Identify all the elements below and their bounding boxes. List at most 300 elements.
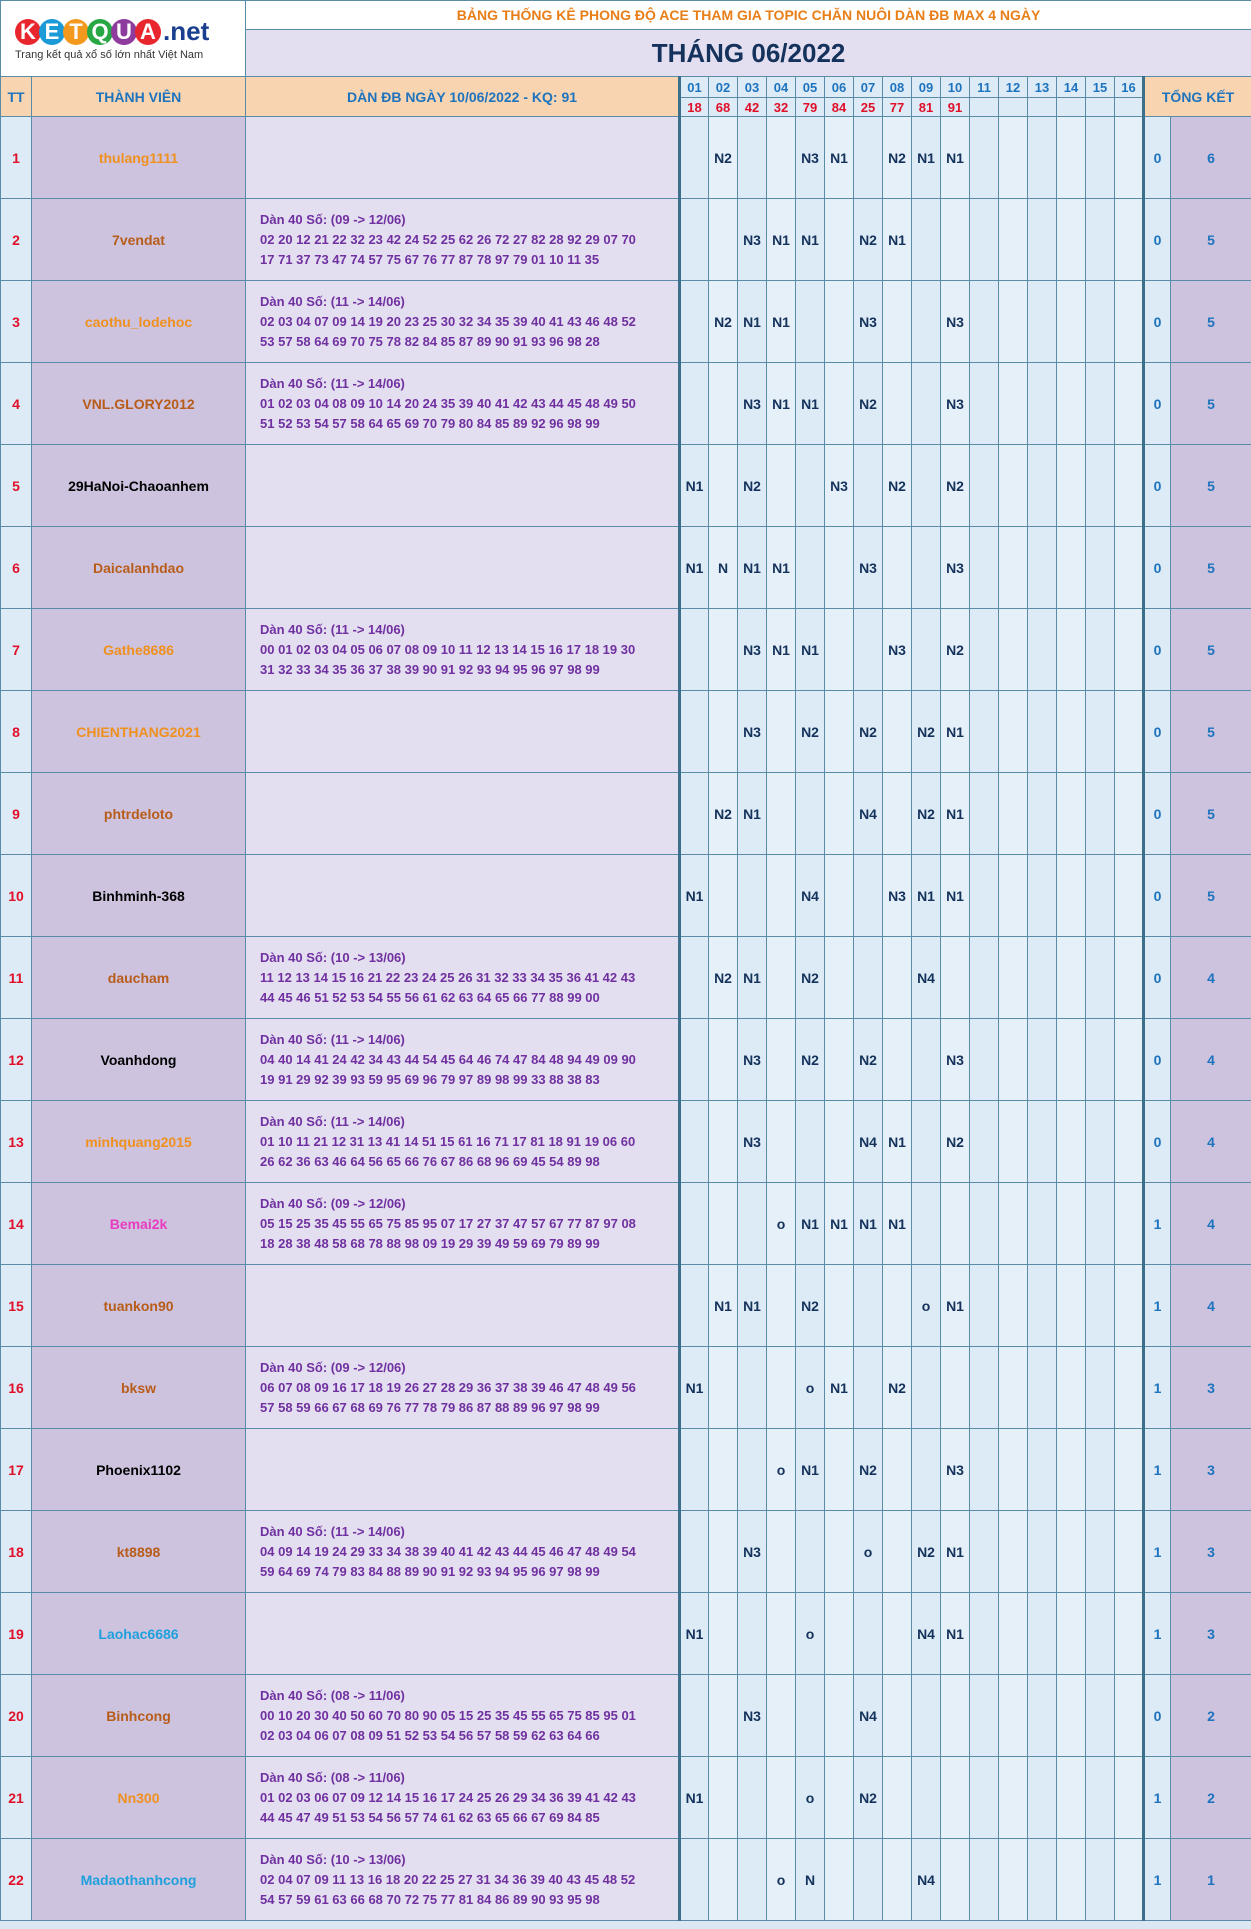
- day-mark: N1: [738, 527, 767, 609]
- day-mark: [1057, 527, 1086, 609]
- day-mark: [883, 363, 912, 445]
- day-mark: [999, 1511, 1028, 1593]
- dan-line2: 17 71 37 73 47 74 57 75 67 76 77 87 78 97 79 01 10 11 35: [260, 251, 600, 267]
- day-mark: N1: [680, 855, 709, 937]
- day-mark: [970, 855, 999, 937]
- summary-count-a: 1: [1144, 1511, 1171, 1593]
- day-mark: [709, 1101, 738, 1183]
- dan-line2: 02 03 04 06 07 08 09 51 52 53 54 56 57 58 59 62 63 64 66: [260, 1727, 600, 1743]
- member-name[interactable]: bksw: [32, 1347, 246, 1429]
- day-mark: [738, 1429, 767, 1511]
- day-mark: [767, 445, 796, 527]
- day-mark: [883, 773, 912, 855]
- day-mark: [1086, 691, 1115, 773]
- dan-cell: [246, 1101, 680, 1183]
- day-mark: [1057, 117, 1086, 199]
- day-mark: [1115, 1347, 1144, 1429]
- summary-count-a: 1: [1144, 1265, 1171, 1347]
- day-mark: N1: [796, 199, 825, 281]
- summary-count-b: 2: [1171, 1757, 1251, 1839]
- summary-count-b: 5: [1171, 527, 1251, 609]
- day-mark: [999, 1019, 1028, 1101]
- dan-line2: 44 45 47 49 51 53 54 56 57 74 61 62 63 65 66 67 69 84 85: [260, 1809, 600, 1825]
- day-mark: [796, 281, 825, 363]
- day-mark: [1057, 609, 1086, 691]
- summary-count-a: 1: [1144, 1347, 1171, 1429]
- month-title: THÁNG 06/2022: [246, 30, 1251, 77]
- day-mark: N1: [680, 445, 709, 527]
- dan-title: Dàn 40 Số: (11 -> 14/06): [260, 621, 405, 637]
- dan-cell: [246, 1429, 680, 1511]
- summary-count-a: 0: [1144, 609, 1171, 691]
- day-mark: N1: [883, 1101, 912, 1183]
- day-mark: N3: [738, 1675, 767, 1757]
- day-mark: [1115, 1757, 1144, 1839]
- day-mark: [1057, 1183, 1086, 1265]
- day-mark: [738, 1593, 767, 1675]
- logo-slogan: Trang kết quả xổ số lớn nhất Việt Nam: [15, 49, 204, 61]
- day-mark: [1115, 1511, 1144, 1593]
- day-mark: o: [912, 1265, 941, 1347]
- header-summary: TỔNG KẾT: [1144, 77, 1251, 117]
- day-mark: [883, 1265, 912, 1347]
- day-mark: [767, 1675, 796, 1757]
- day-mark: o: [767, 1183, 796, 1265]
- day-mark: [1115, 445, 1144, 527]
- member-name[interactable]: kt8898: [32, 1511, 246, 1593]
- day-mark: N3: [941, 1429, 970, 1511]
- day-mark: [825, 281, 854, 363]
- day-mark: [1028, 1757, 1057, 1839]
- day-mark: N3: [738, 1101, 767, 1183]
- day-mark: [970, 1757, 999, 1839]
- day-mark: N3: [941, 527, 970, 609]
- day-mark: [854, 117, 883, 199]
- day-mark: N: [709, 527, 738, 609]
- summary-count-b: 3: [1171, 1347, 1251, 1429]
- day-mark: [1057, 937, 1086, 1019]
- day-mark: [999, 1347, 1028, 1429]
- day-mark: [1115, 1265, 1144, 1347]
- day-mark: N1: [796, 1183, 825, 1265]
- dan-line1: 05 15 25 35 45 55 65 75 85 95 07 17 27 37 47 57 67 77 87 97 08: [260, 1215, 636, 1231]
- day-mark: [941, 1183, 970, 1265]
- day-mark: [709, 1593, 738, 1675]
- day-mark: N1: [767, 281, 796, 363]
- summary-count-b: 5: [1171, 691, 1251, 773]
- day-mark: N1: [738, 1265, 767, 1347]
- summary-count-a: 0: [1144, 855, 1171, 937]
- day-mark: N4: [854, 1101, 883, 1183]
- day-mark: [970, 445, 999, 527]
- summary-count-a: 0: [1144, 1019, 1171, 1101]
- table-row: [1, 1839, 1251, 1921]
- summary-count-a: 0: [1144, 1101, 1171, 1183]
- day-mark: [680, 1511, 709, 1593]
- day-mark: [1057, 691, 1086, 773]
- dan-line2: 51 52 53 54 57 58 64 65 69 70 79 80 84 85 89 92 96 98 99: [260, 415, 600, 431]
- summary-count-b: 5: [1171, 773, 1251, 855]
- day-mark: [767, 1757, 796, 1839]
- day-mark: N2: [854, 1429, 883, 1511]
- day-mark: [970, 1265, 999, 1347]
- summary-count-b: 2: [1171, 1675, 1251, 1757]
- day-mark: [825, 855, 854, 937]
- table-row: [1, 527, 1251, 609]
- row-index: 1: [1, 117, 32, 199]
- day-mark: [709, 363, 738, 445]
- dan-cell: [246, 1183, 680, 1265]
- summary-count-a: 1: [1144, 1839, 1171, 1921]
- member-name[interactable]: daucham: [32, 937, 246, 1019]
- day-mark: [680, 117, 709, 199]
- day-mark: [767, 1019, 796, 1101]
- header-tt: TT: [1, 77, 32, 117]
- table-row: [1, 855, 1251, 937]
- day-mark: [738, 117, 767, 199]
- day-mark: [854, 1593, 883, 1675]
- day-mark: [680, 1265, 709, 1347]
- table-row: [1, 691, 1251, 773]
- day-mark: [738, 855, 767, 937]
- day-mark: [709, 1019, 738, 1101]
- day-mark: N1: [941, 1593, 970, 1675]
- day-mark: [1086, 1593, 1115, 1675]
- summary-count-a: 0: [1144, 937, 1171, 1019]
- day-mark: [1028, 1265, 1057, 1347]
- day-mark: N2: [883, 117, 912, 199]
- day-mark: [1115, 527, 1144, 609]
- summary-count-a: 0: [1144, 691, 1171, 773]
- day-mark: [999, 1757, 1028, 1839]
- day-mark: [767, 1511, 796, 1593]
- dan-title: Dàn 40 Số: (11 -> 14/06): [260, 375, 405, 391]
- member-name[interactable]: Daicalanhdao: [32, 527, 246, 609]
- dan-title: Dàn 40 Số: (11 -> 14/06): [260, 1031, 405, 1047]
- day-mark: N1: [941, 117, 970, 199]
- day-mark: [825, 363, 854, 445]
- table-row: [1, 1675, 1251, 1757]
- day-header: 08: [883, 77, 912, 98]
- day-mark: [680, 1101, 709, 1183]
- day-mark: [1057, 363, 1086, 445]
- day-mark: [883, 1839, 912, 1921]
- day-mark: [1086, 1347, 1115, 1429]
- day-mark: o: [767, 1429, 796, 1511]
- day-mark: [709, 1429, 738, 1511]
- day-mark: [912, 609, 941, 691]
- dan-title: Dàn 40 Số: (08 -> 11/06): [260, 1769, 405, 1785]
- member-name[interactable]: Bemai2k: [32, 1183, 246, 1265]
- day-mark: [912, 445, 941, 527]
- day-mark: N1: [941, 855, 970, 937]
- dan-title: Dàn 40 Số: (09 -> 12/06): [260, 1359, 406, 1375]
- day-mark: [883, 1593, 912, 1675]
- day-mark: [680, 199, 709, 281]
- member-name[interactable]: Laohac6686: [32, 1593, 246, 1675]
- member-name[interactable]: 7vendat: [32, 199, 246, 281]
- day-mark: [1086, 1511, 1115, 1593]
- day-result: 18: [680, 98, 709, 117]
- summary-count-b: 5: [1171, 363, 1251, 445]
- day-mark: [1115, 691, 1144, 773]
- day-mark: [709, 609, 738, 691]
- logo-letter: K: [15, 19, 41, 45]
- dan-line1: 01 02 03 04 08 09 10 14 20 24 35 39 40 41 42 43 44 45 48 49 50: [260, 395, 636, 411]
- day-mark: [970, 1593, 999, 1675]
- day-mark: [999, 445, 1028, 527]
- summary-count-b: 6: [1171, 117, 1251, 199]
- day-mark: N1: [825, 117, 854, 199]
- member-name[interactable]: thulang1111: [32, 117, 246, 199]
- day-mark: [912, 1101, 941, 1183]
- row-index: 3: [1, 281, 32, 363]
- row-index: 21: [1, 1757, 32, 1839]
- row-index: 12: [1, 1019, 32, 1101]
- day-result: 32: [767, 98, 796, 117]
- dan-line1: 00 10 20 30 40 50 60 70 80 90 05 15 25 35 45 55 65 75 85 95 01: [260, 1707, 636, 1723]
- table-row: [1, 1347, 1251, 1429]
- day-mark: [1028, 1593, 1057, 1675]
- day-mark: [680, 609, 709, 691]
- member-name[interactable]: Binhminh-368: [32, 855, 246, 937]
- summary-count-a: 1: [1144, 1429, 1171, 1511]
- day-mark: N2: [796, 1019, 825, 1101]
- day-mark: [854, 937, 883, 1019]
- dan-title: Dàn 40 Số: (10 -> 13/06): [260, 1851, 406, 1867]
- member-name[interactable]: phtrdeloto: [32, 773, 246, 855]
- dan-cell: [246, 773, 680, 855]
- member-name[interactable]: tuankon90: [32, 1265, 246, 1347]
- day-mark: [1115, 609, 1144, 691]
- member-name[interactable]: 29HaNoi-Chaoanhem: [32, 445, 246, 527]
- day-mark: [738, 1839, 767, 1921]
- day-mark: N3: [883, 855, 912, 937]
- table-row: [1, 445, 1251, 527]
- day-header: 15: [1086, 77, 1115, 98]
- summary-count-a: 0: [1144, 199, 1171, 281]
- day-header: 14: [1057, 77, 1086, 98]
- dan-cell: [246, 363, 680, 445]
- day-mark: [999, 1183, 1028, 1265]
- day-mark: [854, 1347, 883, 1429]
- day-mark: [1115, 1675, 1144, 1757]
- table-row: [1, 117, 1251, 199]
- summary-count-a: 1: [1144, 1183, 1171, 1265]
- dan-line1: 01 10 11 21 12 31 13 41 14 51 15 61 16 71 17 81 18 91 19 06 60: [260, 1133, 636, 1149]
- day-mark: [1115, 937, 1144, 1019]
- member-name[interactable]: VNL.GLORY2012: [32, 363, 246, 445]
- day-mark: [825, 609, 854, 691]
- day-result: [1028, 98, 1057, 117]
- day-mark: N3: [941, 363, 970, 445]
- day-header: 10: [941, 77, 970, 98]
- row-index: 5: [1, 445, 32, 527]
- table-row: [1, 1265, 1251, 1347]
- day-mark: [1086, 609, 1115, 691]
- day-mark: [912, 1675, 941, 1757]
- day-mark: [709, 1183, 738, 1265]
- day-header: 09: [912, 77, 941, 98]
- day-result: [1057, 98, 1086, 117]
- dan-cell: [246, 527, 680, 609]
- dan-line1: 04 40 14 41 24 42 34 43 44 54 45 64 46 74 47 84 48 94 49 09 90: [260, 1051, 636, 1067]
- dan-line2: 26 62 36 63 46 64 56 65 66 76 67 86 68 96 69 45 54 89 98: [260, 1153, 600, 1169]
- member-name[interactable]: Phoenix1102: [32, 1429, 246, 1511]
- day-mark: N2: [912, 1511, 941, 1593]
- day-result: 81: [912, 98, 941, 117]
- member-name[interactable]: Madaothanhcong: [32, 1839, 246, 1921]
- day-mark: N2: [912, 773, 941, 855]
- summary-count-b: 5: [1171, 445, 1251, 527]
- day-mark: [1057, 855, 1086, 937]
- summary-count-b: 4: [1171, 1101, 1251, 1183]
- day-mark: [825, 1101, 854, 1183]
- dan-cell: [246, 1593, 680, 1675]
- dan-title: Dàn 40 Số: (11 -> 14/06): [260, 293, 405, 309]
- day-mark: [1086, 1675, 1115, 1757]
- day-header: 04: [767, 77, 796, 98]
- day-header: 07: [854, 77, 883, 98]
- summary-count-b: 5: [1171, 855, 1251, 937]
- day-mark: [1086, 363, 1115, 445]
- dan-cell: [246, 445, 680, 527]
- day-mark: N3: [941, 281, 970, 363]
- day-mark: [999, 691, 1028, 773]
- dan-line2: 19 91 29 92 39 93 59 95 69 96 79 97 89 98 99 33 88 38 83: [260, 1071, 600, 1087]
- day-mark: [680, 691, 709, 773]
- day-mark: N2: [854, 1757, 883, 1839]
- day-mark: N1: [709, 1265, 738, 1347]
- day-mark: [825, 773, 854, 855]
- table-row: [1, 1183, 1251, 1265]
- day-mark: [941, 1757, 970, 1839]
- day-mark: [1115, 773, 1144, 855]
- logo[interactable]: [1, 1, 246, 77]
- day-mark: [1115, 117, 1144, 199]
- member-name[interactable]: Nn300: [32, 1757, 246, 1839]
- day-mark: [825, 1511, 854, 1593]
- day-mark: [796, 1101, 825, 1183]
- day-mark: [767, 937, 796, 1019]
- day-result: [1086, 98, 1115, 117]
- dan-line2: 54 57 59 61 63 66 68 70 72 75 77 81 84 86 89 90 93 95 98: [260, 1891, 600, 1907]
- member-name[interactable]: Voanhdong: [32, 1019, 246, 1101]
- table-row: [1, 281, 1251, 363]
- day-mark: N2: [883, 445, 912, 527]
- day-mark: [1057, 773, 1086, 855]
- day-mark: N2: [941, 1101, 970, 1183]
- day-mark: [825, 1429, 854, 1511]
- day-mark: [854, 1265, 883, 1347]
- member-name[interactable]: caothu_lodehoc: [32, 281, 246, 363]
- day-mark: [970, 1183, 999, 1265]
- day-mark: [970, 1839, 999, 1921]
- day-mark: [767, 1101, 796, 1183]
- day-mark: [1028, 1183, 1057, 1265]
- row-index: 8: [1, 691, 32, 773]
- day-header: 12: [999, 77, 1028, 98]
- summary-count-b: 4: [1171, 937, 1251, 1019]
- day-mark: [1115, 363, 1144, 445]
- day-mark: N3: [738, 609, 767, 691]
- day-mark: [1115, 855, 1144, 937]
- day-mark: N3: [738, 363, 767, 445]
- day-mark: N1: [883, 1183, 912, 1265]
- day-mark: [767, 691, 796, 773]
- day-mark: [796, 527, 825, 609]
- dan-line1: 01 02 03 06 07 09 12 14 15 16 17 24 25 26 29 34 36 39 41 42 43: [260, 1789, 636, 1805]
- member-name[interactable]: CHIENTHANG2021: [32, 691, 246, 773]
- day-mark: [1028, 1101, 1057, 1183]
- day-mark: [1086, 445, 1115, 527]
- day-mark: [680, 281, 709, 363]
- row-index: 14: [1, 1183, 32, 1265]
- day-mark: [883, 1511, 912, 1593]
- day-mark: [883, 281, 912, 363]
- dan-line1: 00 01 02 03 04 05 06 07 08 09 10 11 12 13 14 15 16 17 18 19 30: [260, 641, 636, 657]
- day-mark: o: [796, 1347, 825, 1429]
- day-mark: [1086, 1839, 1115, 1921]
- member-name[interactable]: Binhcong: [32, 1675, 246, 1757]
- day-mark: [1057, 1593, 1086, 1675]
- row-index: 19: [1, 1593, 32, 1675]
- row-index: 16: [1, 1347, 32, 1429]
- header-member: THÀNH VIÊN: [32, 77, 246, 117]
- day-mark: [912, 527, 941, 609]
- day-mark: [1057, 1839, 1086, 1921]
- logo-letter: T: [63, 19, 89, 45]
- table-row: [1, 1511, 1251, 1593]
- day-result: 42: [738, 98, 767, 117]
- day-mark: o: [796, 1593, 825, 1675]
- day-mark: N2: [883, 1347, 912, 1429]
- day-mark: [1028, 937, 1057, 1019]
- day-mark: o: [767, 1839, 796, 1921]
- day-mark: [970, 773, 999, 855]
- day-result: 25: [854, 98, 883, 117]
- dan-line2: 57 58 59 66 67 68 69 76 77 78 79 86 87 88 89 96 97 98 99: [260, 1399, 600, 1415]
- logo-letter: Q: [87, 19, 113, 45]
- day-mark: N2: [854, 691, 883, 773]
- day-mark: [825, 1675, 854, 1757]
- day-result: [970, 98, 999, 117]
- day-mark: N3: [854, 281, 883, 363]
- day-mark: [680, 1429, 709, 1511]
- day-mark: N1: [941, 691, 970, 773]
- day-mark: [999, 527, 1028, 609]
- day-mark: [767, 1265, 796, 1347]
- day-mark: [999, 199, 1028, 281]
- day-mark: N3: [941, 1019, 970, 1101]
- day-mark: [1057, 445, 1086, 527]
- member-name[interactable]: minhquang2015: [32, 1101, 246, 1183]
- day-mark: [912, 199, 941, 281]
- day-mark: [999, 363, 1028, 445]
- dan-cell: [246, 281, 680, 363]
- day-mark: N2: [854, 1019, 883, 1101]
- summary-count-a: 0: [1144, 445, 1171, 527]
- member-name[interactable]: Gathe8686: [32, 609, 246, 691]
- dan-cell: [246, 117, 680, 199]
- day-mark: N2: [941, 445, 970, 527]
- table-row: [1, 609, 1251, 691]
- day-mark: [1057, 1101, 1086, 1183]
- dan-line1: 02 04 07 09 11 13 16 18 20 22 25 27 31 34 36 39 40 43 45 48 52: [260, 1871, 636, 1887]
- day-mark: [1028, 117, 1057, 199]
- day-mark: [680, 1019, 709, 1101]
- day-mark: N1: [854, 1183, 883, 1265]
